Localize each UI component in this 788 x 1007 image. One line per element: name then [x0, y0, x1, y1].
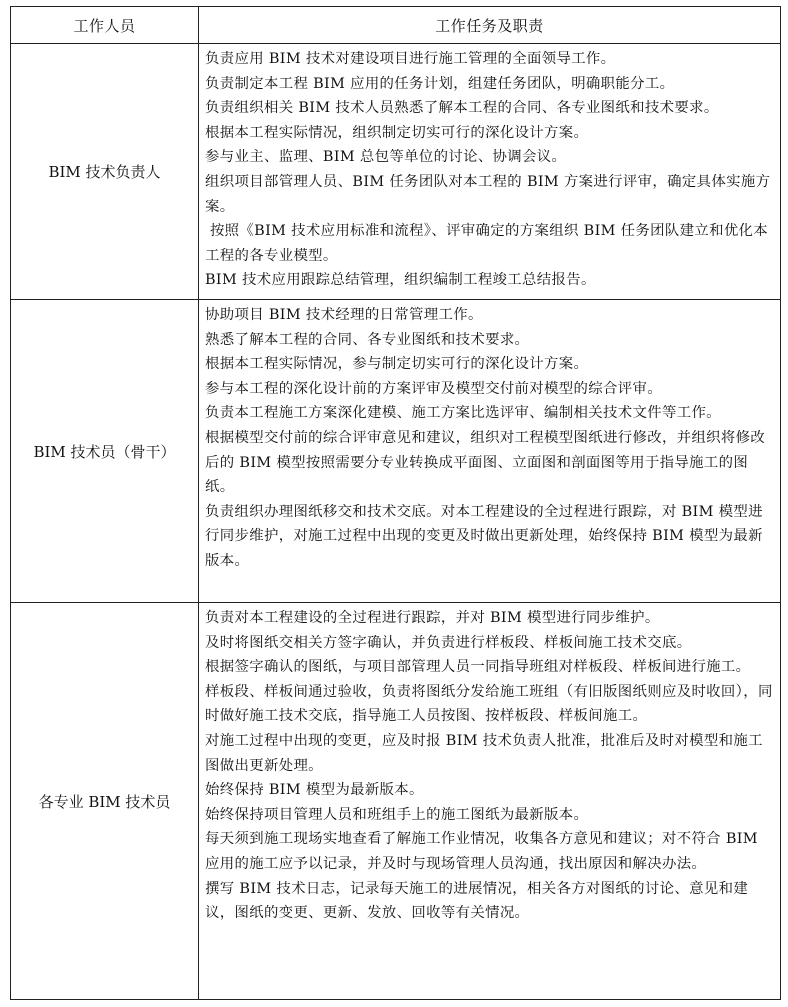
duty-item: 根据模型交付前的综合评审意见和建议，组织对工程模型图纸进行修改，并组织将修改后的 BIM 模型按照需要分专业转换成平面图、立面图和剖面图等用于指导施工的图纸。	[205, 429, 766, 496]
duty-item: 熟悉了解本工程的合同、各专业图纸和技术要求。	[205, 331, 530, 348]
table-row	[11, 44, 781, 300]
duty-item: 负责组织相关 BIM 技术人员熟悉了解本工程的合同、各专业图纸和技术要求。	[205, 100, 719, 117]
duty-item: 每天须到施工现场实地查看了解施工作业情况，收集各方意见和建议；对不符合 BIM 应用的施工应予以记录，并及时与现场管理人员沟通，找出原因和解决办法。	[205, 831, 758, 872]
duties-cell	[199, 300, 781, 603]
duty-item: 按照《BIM 技术应用标准和流程》、评审确定的方案组织 BIM 任务团队建立和优化本工程的各专业模型。	[205, 223, 769, 264]
role-cell: BIM 技术员（骨干）	[11, 300, 199, 603]
duties-cell	[199, 603, 781, 1000]
responsibility-table	[10, 6, 781, 1000]
duty-item: 参与本工程的深化设计前的方案评审及模型交付前对模型的综合评审。	[205, 380, 662, 397]
duty-item: 负责对本工程建设的全过程进行跟踪，并对 BIM 模型进行同步维护。	[205, 610, 660, 626]
duty-item: 负责制定本工程 BIM 应用的任务计划，组建任务团队，明确职能分工。	[205, 75, 675, 92]
duty-item: 根据签字确认的图纸，与项目部管理人员一同指导班组对样板段、样板间进行施工。	[205, 659, 751, 676]
duty-item: BIM 技术应用跟踪总结管理，组织编制工程竣工总结报告。	[205, 272, 596, 289]
duty-item: 始终保持 BIM 模型为最新版本。	[205, 782, 424, 799]
duty-item: 负责组织办理图纸移交和技术交底。对本工程建设的全过程进行跟踪，对 BIM 模型进行同步维护，对施工过程中出现的变更及时做出更新处理，始终保持 BIM 模型为最新版本。	[205, 503, 763, 569]
header-staff: 工作人员	[11, 7, 199, 44]
table-row	[11, 300, 781, 603]
header-duties: 工作任务及职责	[199, 7, 781, 44]
duty-item: 负责应用 BIM 技术对建设项目进行施工管理的全面领导工作。	[205, 51, 616, 67]
role-cell: 各专业 BIM 技术员	[11, 603, 199, 1000]
duties-cell	[199, 44, 781, 300]
duty-item: 负责本工程施工方案深化建模、施工方案比选评审、编制相关技术文件等工作。	[205, 405, 721, 422]
duty-item: 始终保持项目管理人员和班组手上的施工图纸为最新版本。	[205, 806, 589, 823]
document-page	[10, 6, 780, 1000]
duty-item: 参与业主、监理、BIM 总包等单位的讨论、协调会议。	[205, 149, 567, 166]
duty-item: 根据本工程实际情况，组织制定切实可行的深化设计方案。	[205, 124, 589, 141]
header-row	[11, 7, 781, 44]
duty-item: 组织项目部管理人员、BIM 任务团队对本工程的 BIM 方案进行评审，确定具体实施方案。	[205, 173, 771, 215]
duty-item: 撰写 BIM 技术日志，记录每天施工的进展情况，相关各方对图纸的讨论、意见和建议，图纸的变更、更新、发放、回收等有关情况。	[205, 880, 749, 922]
duty-item: 根据本工程实际情况，参与制定切实可行的深化设计方案。	[205, 356, 589, 373]
duty-item: 协助项目 BIM 技术经理的日常管理工作。	[205, 307, 483, 323]
duty-item: 对施工过程中出现的变更，应及时报 BIM 技术负责人批准，批准后及时对模型和施工图做出更新处理。	[205, 732, 763, 774]
role-cell: BIM 技术负责人	[11, 44, 199, 300]
table-row	[11, 603, 781, 1000]
duty-item: 样板段、样板间通过验收，负责将图纸分发给施工班组（有旧版图纸则应及时收回），同时做好施工技术交底，指导施工人员按图、按样板段、样板间施工。	[205, 683, 773, 725]
duty-item: 及时将图纸交相关方签字确认，并负责进行样板段、样板间施工技术交底。	[205, 634, 692, 651]
